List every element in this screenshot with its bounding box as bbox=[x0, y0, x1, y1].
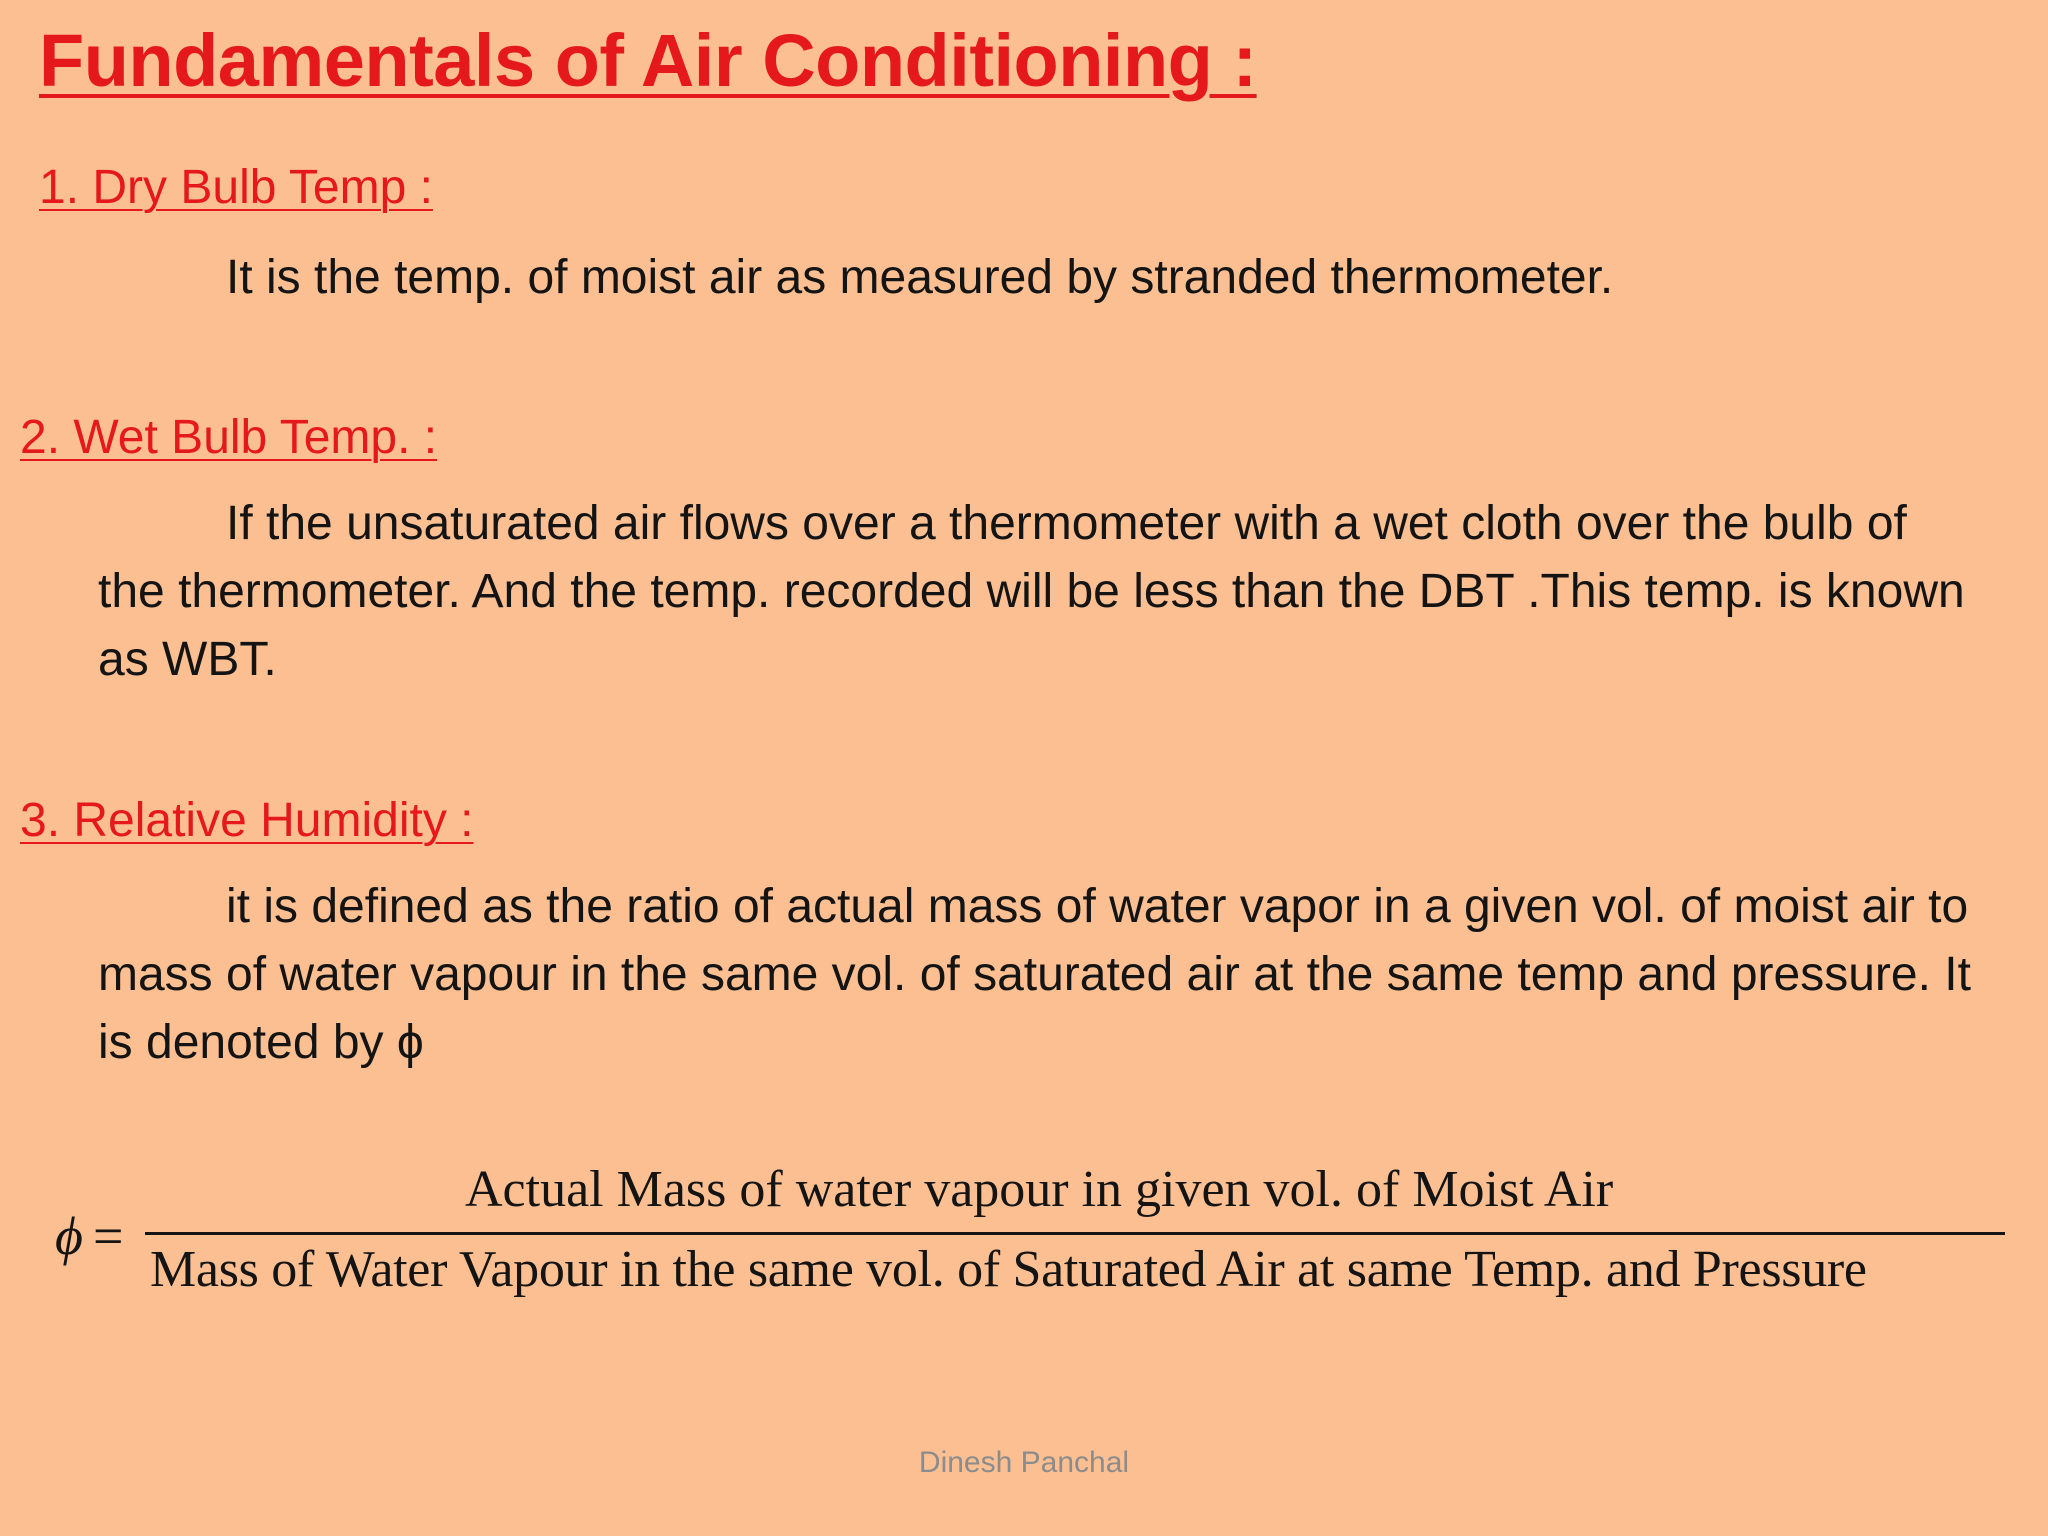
section-body-dry-bulb: It is the temp. of moist air as measured by stranded thermometer. bbox=[226, 251, 1614, 304]
formula-numerator: Actual Mass of water vapour in given vol. of Moist Air bbox=[465, 1161, 1614, 1218]
section-body-wet-bulb: If the unsaturated air flows over a thermometer with a wet cloth over the bulb of the thermometer. And the temp. recorded will be less than the DBT .This temp. is known as WBT. bbox=[98, 497, 1965, 686]
relative-humidity-formula bbox=[55, 1160, 2005, 1310]
formula-denominator: Mass of Water Vapour in the same vol. of Saturated Air at same Temp. and Pressure bbox=[150, 1241, 1867, 1298]
section-heading-dry-bulb: 1. Dry Bulb Temp : bbox=[39, 161, 433, 214]
slide-title: Fundamentals of Air Conditioning : bbox=[39, 19, 1257, 102]
section-heading-wet-bulb: 2. Wet Bulb Temp. : bbox=[20, 411, 438, 464]
formula-fraction-bar bbox=[145, 1232, 2005, 1235]
formula-lhs bbox=[55, 1205, 123, 1267]
section-heading-relative-humidity: 3. Relative Humidity : bbox=[20, 794, 474, 847]
formula-equals-sign: = bbox=[92, 1206, 124, 1266]
formula-phi-symbol: ϕ bbox=[55, 1206, 83, 1266]
section-body-relative-humidity: it is defined as the ratio of actual mass of water vapor in a given vol. of moist air to mass of water vapour in the same vol. of saturated air at the same temp and pressure. It is denoted by ϕ bbox=[98, 880, 1971, 1069]
footer-author: Dinesh Panchal bbox=[918, 1446, 1130, 1479]
